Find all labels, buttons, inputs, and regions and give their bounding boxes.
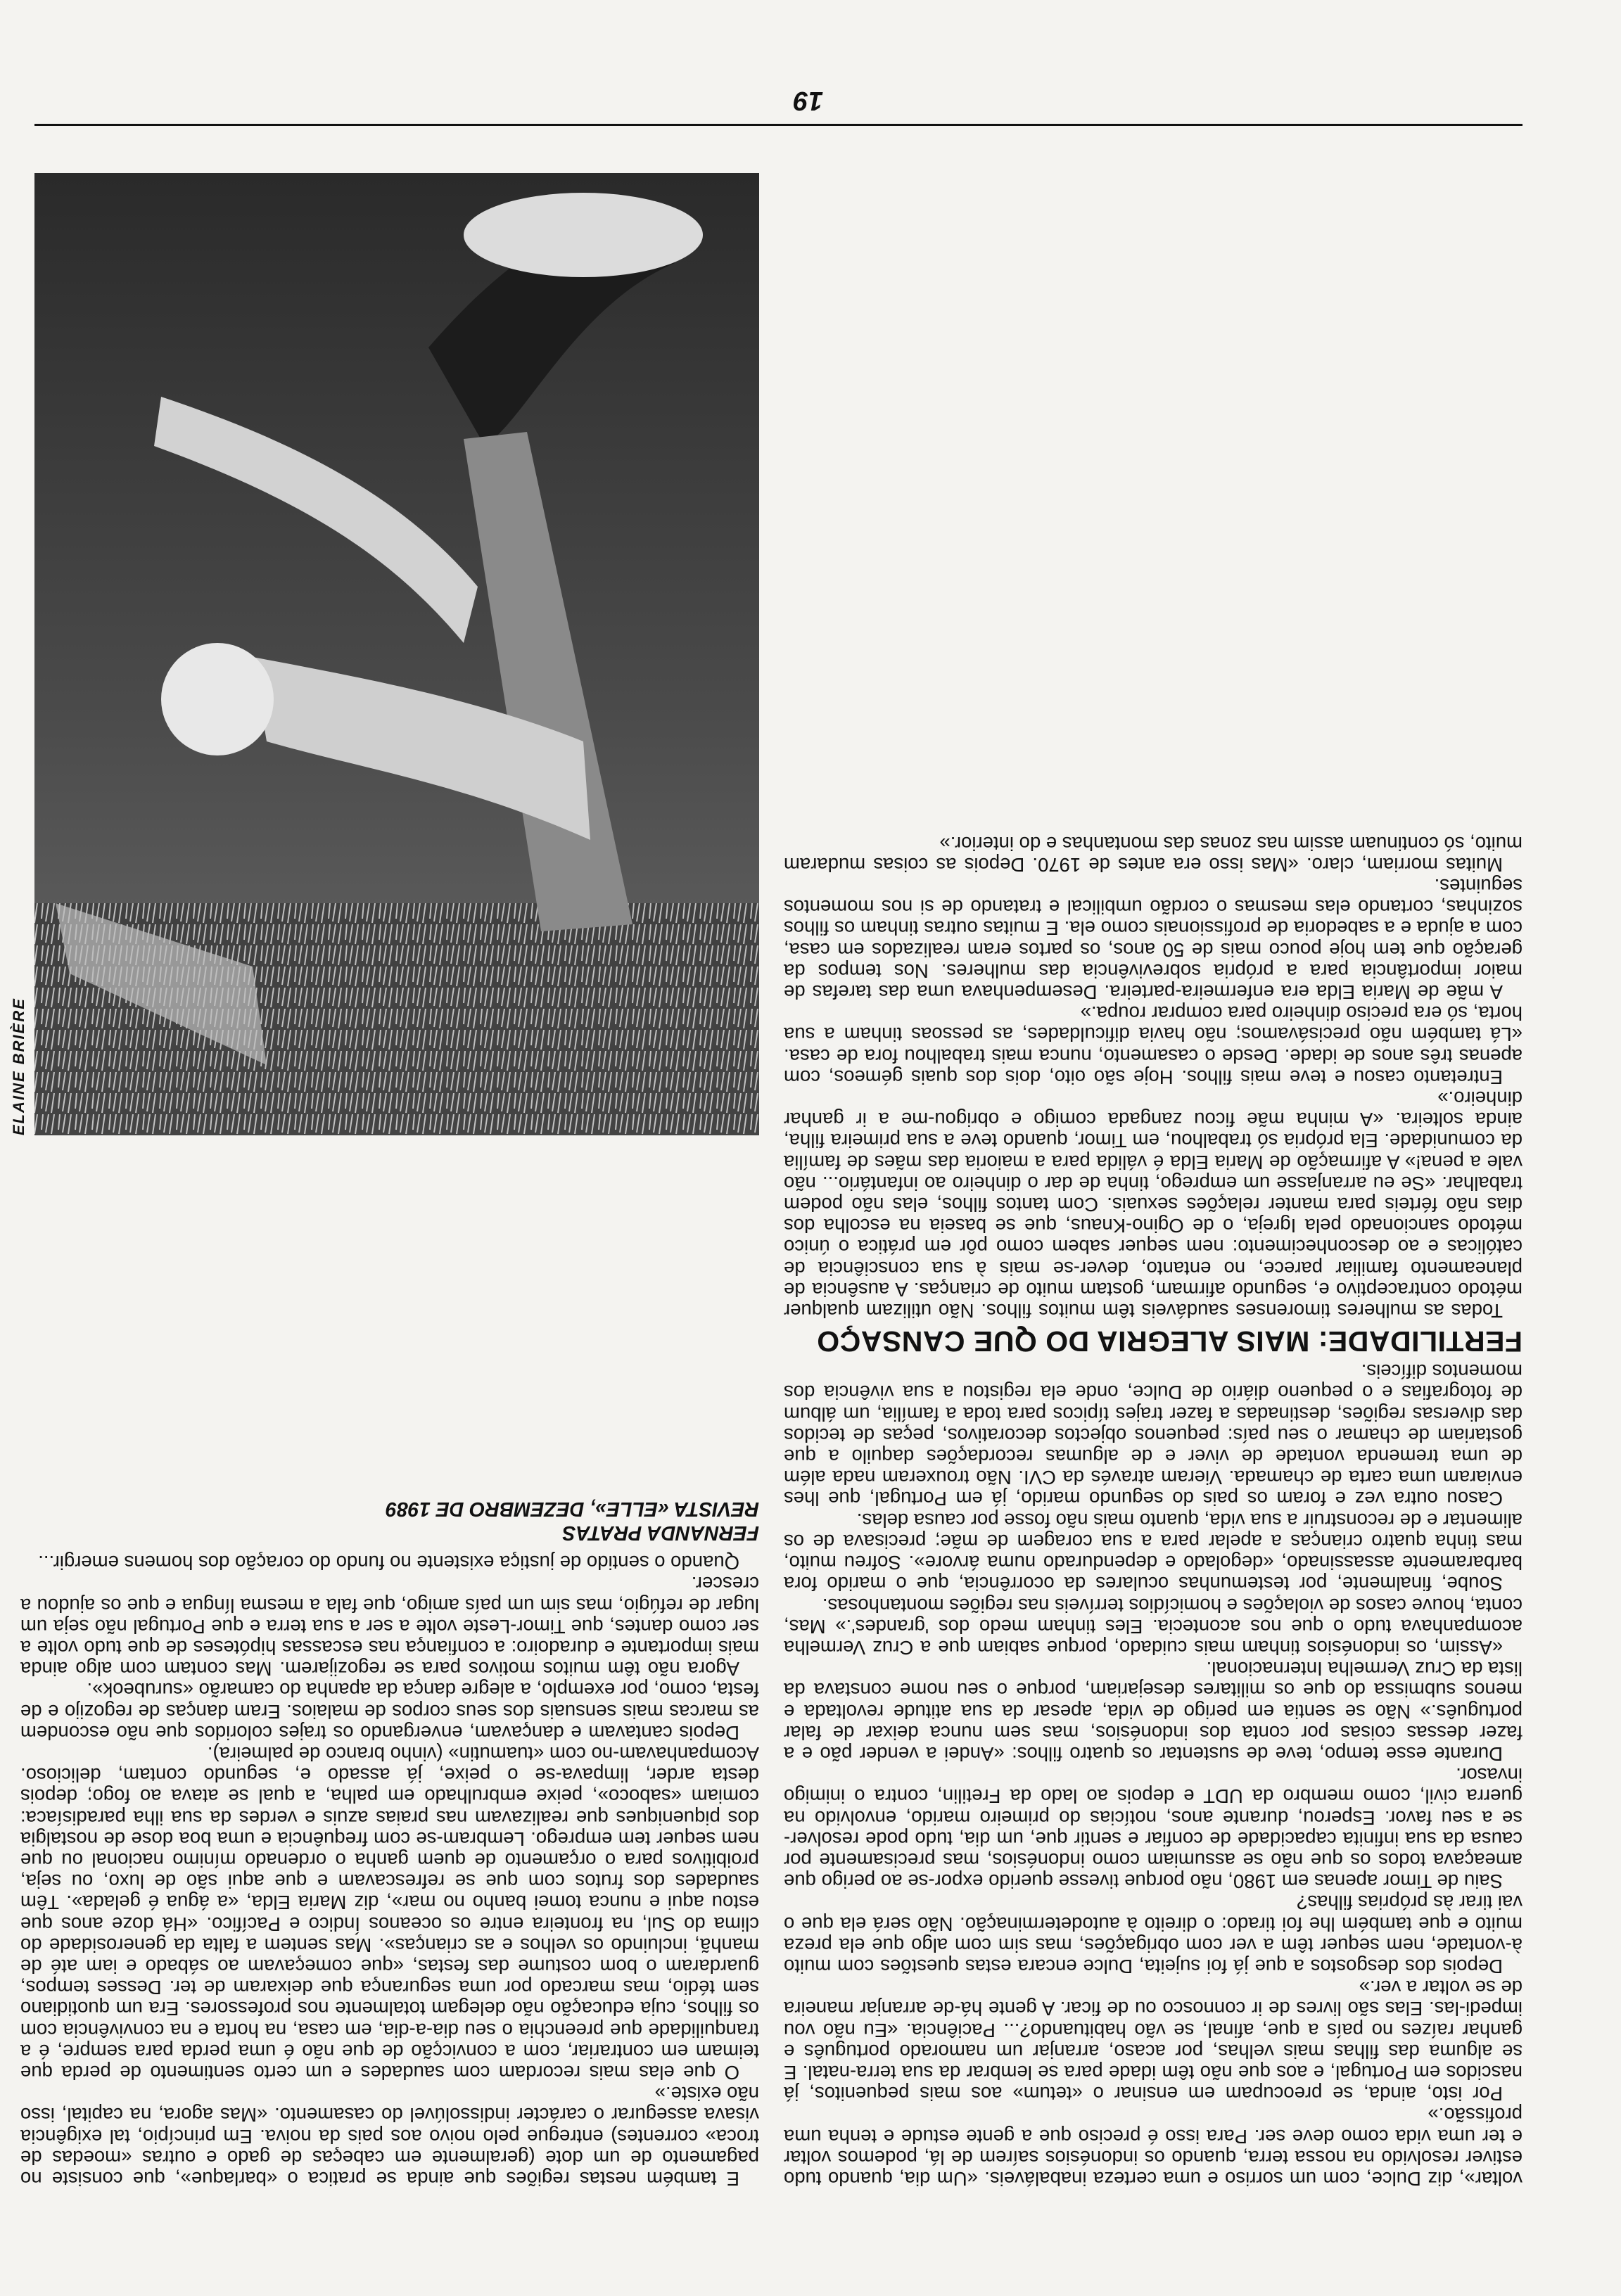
photo <box>34 173 759 1135</box>
paragraph: E também nestas regiões que ainda se pratica o «barlaque», que consiste no pagamento de um dote (geralmente em cabeças de gado e outras «moedas de troca» correntes) entregue pelo noivo aos pais da noiva. Em princípio, tal exigência visava assegurar o carácter indissolúvel do casamento. «Mas agora, na capital, isso não existe.» <box>20 2083 759 2190</box>
paragraph: Saiu de Timor apenas em 1980, não porque tivesse querido expor-se ao perigo que ameaçava todos os que não se assumiam como indonésios, mas precisamente por causa da sua infinita capacidade de confiar e sentir que, um dia, tudo pode resolver-se a seu favor. Esperou, durante anos, notícias do primeiro marido, envolvido na guerra civil, como membro da UDT e depois ao lado da Fretilin, contra o inimigo invasor. <box>784 1764 1523 1893</box>
photo-image <box>34 173 759 1135</box>
photo-credit <box>4 854 32 1135</box>
paragraph: Quando o sentido de justiça existente no fundo do coração dos homens emergir... <box>38 1552 739 1574</box>
paragraph: Agora não têm muitos motivos para se regozijarem. Mas contam com algo ainda mais importante e duradoiro: a confiança nas escassas hipóteses de que tudo volte a ser como dantes, que Timor-Leste volte a ser a sua terra e que Portugal não seja um lugar de refúgio, mas sim um país amigo, que fala a mesma língua e que os ajudou a crescer. <box>20 1573 759 1680</box>
paragraph: Muitas morriam, claro. «Mas isso era antes de 1970. Depois as coisas mudaram muito, só continuam assim nas zonas das montanhas e do interior.» <box>784 832 1523 876</box>
photo-credit-text: ELAINE BRIÈRE <box>10 997 27 1135</box>
paragraph: «Assim, os indonésios tinham mais cuidado, porque sabiam que a Cruz Vermelha acompanhava tudo o que nos acontecia. Eles tinham medo dos 'grandes'.» Mas, conta, houve casos de violações e homicídios terríveis nas regiões montanhosas. <box>784 1594 1523 1659</box>
left-column <box>784 832 1523 2189</box>
byline-author: FERNANDA PRATAS <box>562 1521 759 1544</box>
paragraph: O que elas mais recordam com saudades e um certo sentimento de perda que teimam em contrariar, com a convicção de que não é uma perda para sempre, é a tranquilidade que preenchia o seu dia-a-dia, em casa, na horta e na convivência com os filhos, cuja educação não delegam totalmente nos professores. Era um quotidiano sem tédio, mas marcado por uma segurança que deixaram de ter. Desses tempos, guardaram o bom costume das festas, «que começavam ao sábado e iam até de manhã, incluindo os velhos e as crianças». Mas sentem a falta da generosidade do clima do Sul, na fronteira entre os oceanos Índico e Pacífico. «Há doze anos que estou aqui e nunca tomei banho no mar», diz Maria Elda, «a água é gelada». Têm saudades dos frutos com que se refrescavam e que aqui são de luxo, ou seja, proibitivos para o orçamento de quem ganha o ordenado mínimo nacional ou que nem sequer tem emprego. Lembram-se com frequência e uma boa dose de nostalgia dos piqueniques que realizavam nas praias azuis e verdes da sua ilha paradisíaca: comiam «saboco», peixe embrulhado em palha, a qual se atava ao fogo; depois desta arder, limpava-se o peixe, já assado e, segundo contam, delicioso. Acompanhavam-no com «tuamutin» (vinho branco de palmeira). <box>20 1742 759 2084</box>
paragraph: Depois cantavam e dançavam, envergando os trajes coloridos que não escondem as marcas mais sensuais dos seus corpos de malaios. Eram danças de regozijo e de festa, como, por exemplo, a alegre dança da apanha do camarão «surubeok». <box>20 1679 759 1744</box>
paragraph: A mãe de Maria Elda era enfermeira-parteira. Desempenhava uma das tarefas de maior importância para a própria sobrevivência das mulheres. Nos tempos da geração que tem hoje pouco mais de 50 anos, os partos eram realizados em casa, com a ajuda e a sabedoria de profissionais como ela. E muitas outras tinham os filhos sozinhas, cortando elas mesmas o cordão umbilical e tratando de si nos momentos seguintes. <box>784 875 1523 1004</box>
paragraph: Durante esse tempo, teve de sustentar os quatro filhos: «Andei a vender pão e a fazer dessas coisas por conta dos indonésios, mas sem nunca deixar de falar português.» Não se sentia em perigo de vida, apesar da sua atitude revoltada e menos submissa do que os militares desejariam, porque o seu nome constava da lista da Cruz Vermelha Internacional. <box>784 1658 1523 1765</box>
paragraph: Todas as mulheres timorenses saudáveis têm muitos filhos. Não utilizam qualquer método contraceptivo e, segundo afirmam, gostam muito de crianças. A ausência de planeamento familiar parece, no entanto, dever-se mais à sua consciência de católicas e ao desconhecimento: nem sequer sabem como pôr em prática o único método sancionado pela Igreja, o de Ogino-Knaus, que se baseia na escolha dos dias não férteis para manter relações sexuais. Com tantos filhos, elas não podem trabalhar. «Se eu arranjasse um emprego, tinha de dar o dinheiro ao infantário... não vale a pena!» A afirmação de Maria Elda é válida para a maioria das mães de família da comunidade. Ela própria só trabalhou, em Timor, quando teve a sua primeira filha, ainda solteira. «A minha mãe ficou zangada comigo e obrigou-me a ir ganhar dinheiro.» <box>784 1088 1523 1322</box>
byline <box>20 1497 759 1545</box>
paragraph: Depois dos desgostos a que já foi sujeita, Dulce encara estas questões com muito à-vontade, nem sequer têm a ver com obrigações, mas sim com algo que ela preza muito e que também lhe foi tirado: o direito à autodeterminação. Não será ela que o vai tirar às próprias filhas? <box>784 1892 1523 1977</box>
page-number: 19 <box>793 86 824 115</box>
footer-rule <box>34 124 1523 126</box>
section-subheading: FERTILIDADE: MAIS ALEGRIA DO QUE CANSAÇO <box>816 1325 1523 1358</box>
paragraph: Entretanto casou e teve mais filhos. Hoje são oito, dois dos quais gémeos, com apenas três anos de idade. Desde o casamento, nunca mais trabalhou fora de casa. «Lá também não precisávamos; não havia dificuldades, as pessoas tinham a sua horta, só era preciso dinheiro para comprar roupa.» <box>784 1002 1523 1088</box>
byline-source: REVISTA «ELLE», DEZEMBRO DE 1989 <box>386 1497 759 1520</box>
paragraph: voltar», diz Dulce, com um sorriso e uma certeza inabaláveis. «Um dia, quando tudo estiver resolvido na nossa terra, quando os indonésios saírem de lá, podemos voltar e ter uma vida como deve ser. Para isso é preciso que a gente estude e tenha uma profissão.» <box>784 2104 1523 2190</box>
paragraph: Soube, finalmente, por testemunhas oculares da ocorrência, que o marido fora barbaramente assassinado, «degolado e dependurado numa árvore». Sofreu muito, mas tinha quatro crianças a apelar para a sua coragem de mãe; precisava de os alimentar e de reconstruir a sua vida, quanto mais não fosse por causa delas. <box>784 1509 1523 1595</box>
paragraph: Por isto, ainda, se preocupam em ensinar o «tetum» aos mais pequenitos, já nascidos em Portugal, e aos que não têm idade para se lembrar da sua terra-natal. E se alguma das filhas mais velhas, por acaso, arranjar um namorado português e ganhar raízes no país a que, afinal, se vão habituando?... Paciência. «Eu não vou impedi-las. Elas são livres de ir connosco ou de ficar. A gente há-de arranjar maneira de se voltar a ver.» <box>784 1977 1523 2105</box>
paragraph: Casou outra vez e foram os pais do segundo marido, já em Portugal, que lhes enviaram uma carta de chamada. Vieram através da CVI. Não trouxeram nada além de uma tremenda vontade de viver e de algumas recordações daquilo a que gostariam de chamar o seu país: pequenos objectos decorativos, peças de tecidos das diversas regiões, destinadas a fazer trajes típicos para toda a família, um álbum de fotografias e o pequeno diário de Dulce, onde ela registou a sua vivência dos momentos difíceis. <box>784 1360 1523 1510</box>
right-column <box>20 1497 759 2189</box>
